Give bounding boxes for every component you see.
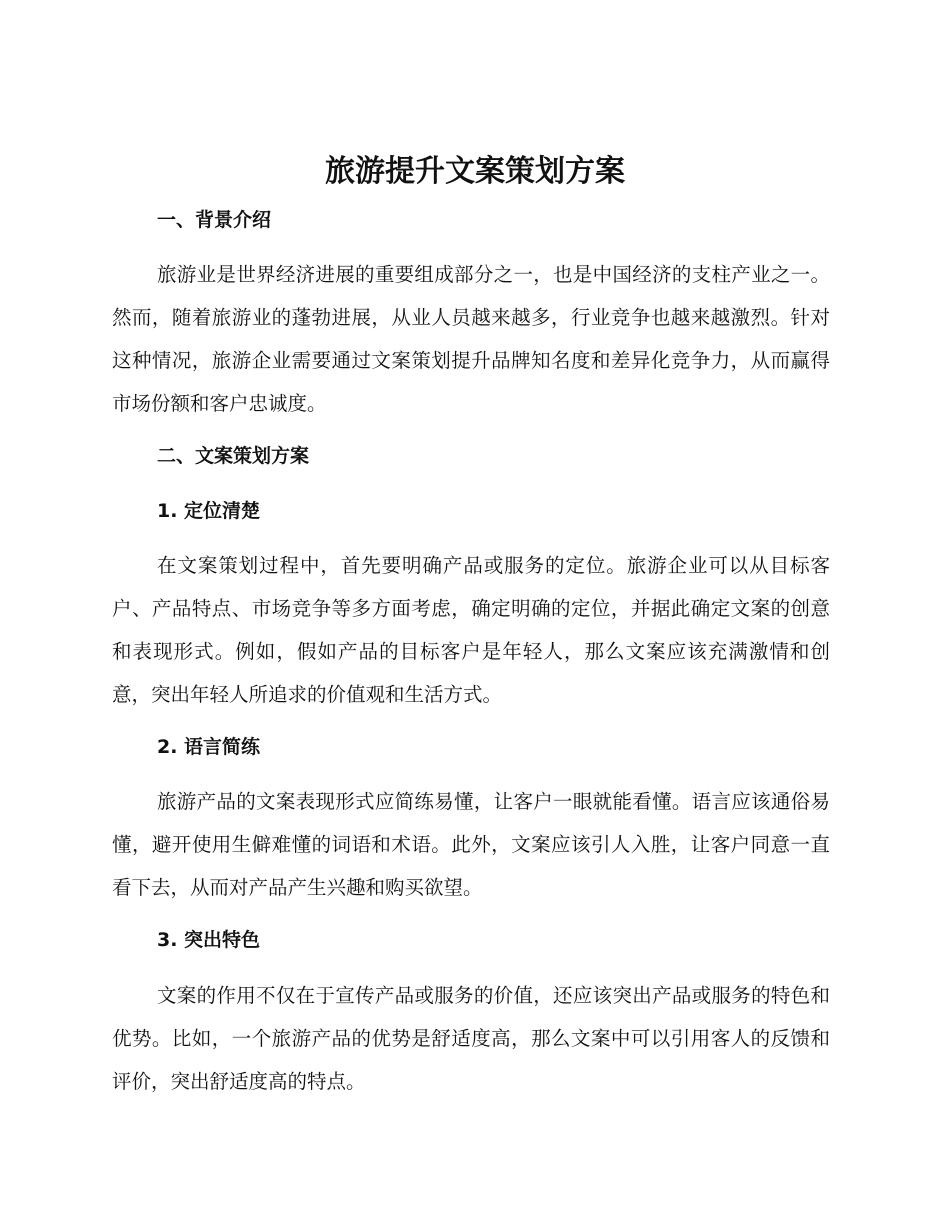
section-heading-plan: 二、文案策划方案 (157, 445, 310, 467)
paragraph-concise-language: 旅游产品的文案表现形式应简练易懂，让客户一眼就能看懂。语言应该通俗易懂，避开使用生僻难懂的词语和术语。此外，文案应该引人入胜，让客户同意一直看下去，从而对产品产生兴趣和购买欲望。 (112, 790, 830, 899)
paragraph-positioning: 在文案策划过程中，首先要明确产品或服务的定位。旅游企业可以从目标客户、产品特点、市场竞争等多方面考虑，确定明确的定位，并据此确定文案的创意和表现形式。例如，假如产品的目标客户是年轻人，那么文案应该充满激情和创意，突出年轻人所追求的价值观和生活方式。 (112, 554, 830, 706)
document-title: 旅游提升文案策划方案 (325, 154, 625, 189)
paragraph-background: 旅游业是世界经济进展的重要组成部分之一，也是中国经济的支柱产业之一。然而，随着旅游业的蓬勃进展，从业人员越来越多，行业竞争也越来越激烈。针对这种情况，旅游企业需要通过文案策划提升品牌知名度和差异化竞争力，从而赢得市场份额和客户忠诚度。 (112, 263, 830, 415)
subheading-positioning: 1. 定位清楚 (157, 500, 261, 522)
subheading-highlight-features: 3. 突出特色 (157, 929, 261, 951)
paragraph-highlight-features: 文案的作用不仅在于宣传产品或服务的价值，还应该突出产品或服务的特色和优势。比如，一个旅游产品的优势是舒适度高，那么文案中可以引用客人的反馈和评价，突出舒适度高的特点。 (112, 984, 830, 1093)
section-heading-background: 一、背景介绍 (157, 209, 272, 231)
subheading-concise-language: 2. 语言简练 (157, 736, 261, 758)
